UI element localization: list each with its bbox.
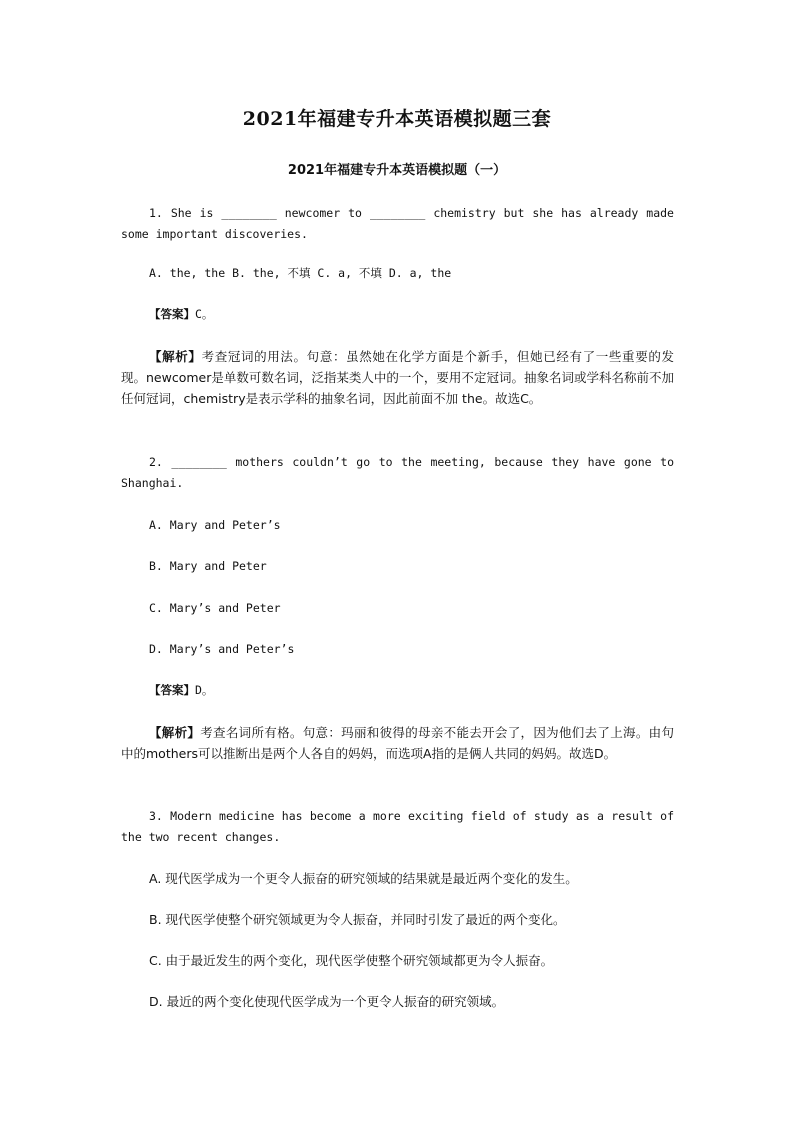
q2-option-b: B. Mary and Peter [149,559,267,573]
q1-analysis-tag: 【解析】 [149,349,202,364]
q1-answer-line [121,304,674,325]
q1-analysis [121,346,674,409]
q3-question: 3. Modern medicine has become a more exciting field of study as a result of the two recent changes. [121,809,681,844]
section-subtitle: 2021年福建专升本英语模拟题（一） [287,163,507,178]
q2-answer: D。 [195,683,214,697]
q1-question: 1. She is ________ newcomer to ________ chemistry but she has already made some important discoveries. [121,206,681,241]
q2-answer-tag: 【答案】 [149,683,195,697]
document-title: 2021年福建专升本英语模拟题三套 [242,108,552,130]
q3-option-a: A. 现代医学成为一个更令人振奋的研究领域的结果就是最近两个变化的发生。 [149,871,578,886]
q3-option-d: D. 最近的两个变化使现代医学成为一个更令人振奋的研究领域。 [149,994,505,1009]
q3-option-c: C. 由于最近发生的两个变化，现代医学使整个研究领域都更为令人振奋。 [149,953,554,968]
q1-answer: C。 [195,307,214,321]
q1-answer-tag: 【答案】 [149,307,195,321]
q2-analysis [121,722,674,764]
q2-analysis-tag: 【解析】 [149,725,201,740]
q2-answer-line [121,680,674,701]
q2-option-d: D. Mary’s and Peter’s [149,642,295,656]
q2-analysis-text: 考查名词所有格。句意：玛丽和彼得的母亲不能去开会了，因为他们去了上海。由句中的mothers可以推断出是两个人各自的妈妈，而选项A指的是俩人共同的妈妈。故选D。 [121,725,674,761]
q3-option-b: B. 现代医学使整个研究领域更为令人振奋，并同时引发了最近的两个变化。 [149,912,566,927]
q1-options: A. the, the B. the, 不填 C. a, 不填 D. a, the [149,266,452,280]
q1-analysis-text: 考查冠词的用法。句意：虽然她在化学方面是个新手，但她已经有了一些重要的发现。newcomer是单数可数名词，泛指某类人中的一个，要用不定冠词。抽象名词或学科名称前不加任何冠词，chemistry是表示学科的抽象名词，因此前面不加 the。故选C。 [121,349,674,406]
q2-question: 2. ________ mothers couldn’t go to the meeting, because they have gone to Shanghai. [121,455,681,490]
q2-option-a: A. Mary and Peter’s [149,518,281,532]
q2-option-c: C. Mary’s and Peter [149,601,281,615]
